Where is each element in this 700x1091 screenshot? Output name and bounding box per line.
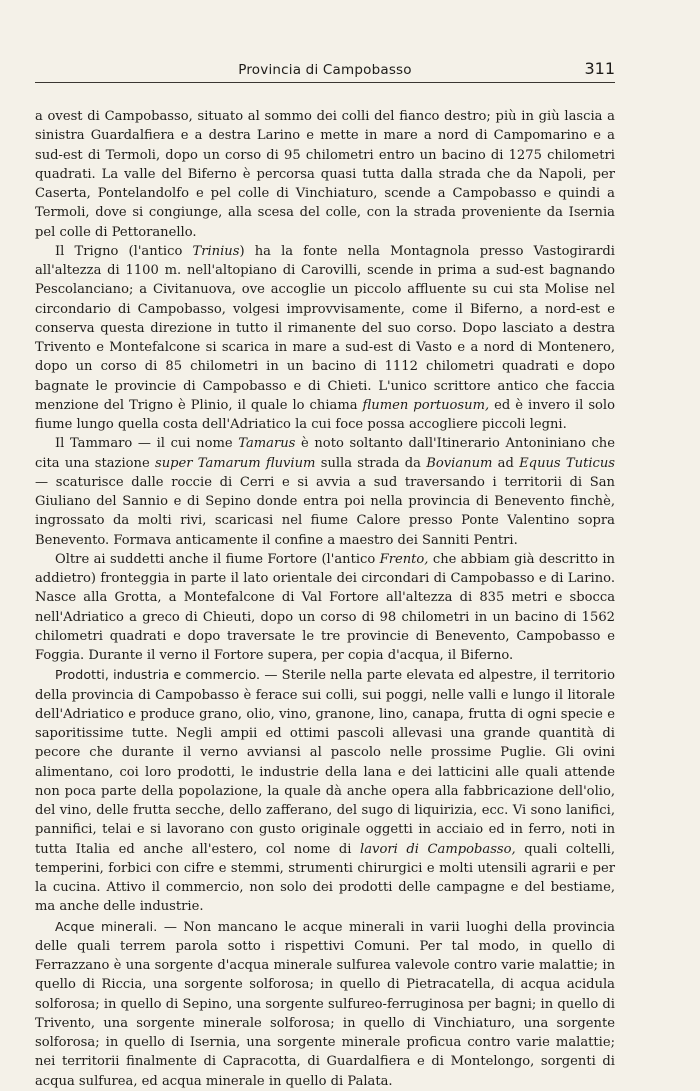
paragraph-tammaro <box>35 434 615 550</box>
running-title: Provincia di Campobasso <box>238 62 412 78</box>
italic-latin-place: Bovianum <box>426 455 493 471</box>
text-run: sulla strada da <box>315 455 427 471</box>
text-run: quali coltelli, temperini, forbici con cifre e stemmi, strumenti chirurgici e molti utensili agrarii e per la cucina. Attivo il commercio, non solo dei prodotti delle campagne e del bestiame, ma anche delle industrie. <box>35 841 615 915</box>
paragraph-biferno-end: a ovest di Campobasso, situato al sommo dei colli del fianco destro; più in giù lascia a sinistra Guardalfiera e a destra Larino e mette in mare a nord di Campomarino e a sud-est di Termoli, dopo un corso di 95 chilometri entro un bacino di 1275 chilometri quadrati. La valle del Biferno è percorsa quasi tutta dalla strada che da Napoli, per Caserta, Pontelandolfo e pel colle di Vinchiaturo, scende a Campobasso e quindi a Termoli, dove si congiunge, alla scesa del colle, con la strada proveniente da Isernia pel colle di Pettoranello. <box>35 109 615 240</box>
italic-latin-place: Equus Tuticus <box>519 455 616 471</box>
paragraph-trigno <box>35 242 615 435</box>
italic-latin-name: Tamarus <box>238 436 296 452</box>
section-heading-acque-minerali: Acque minerali. <box>55 918 158 934</box>
italic-latin-phrase: flumen portuosum, <box>362 397 490 413</box>
text-run: — Non mancano le acque minerali in varii luoghi della provincia delle quali terrem parola sotto i rispettivi Comuni. Per tal modo, in quello di Ferrazzano è una sorgente d'acqua minerale sulfurea valevole contro varie malattie; in quello di Riccia, una sorgente solforosa; in quello di Pietracatella, di acqua acidula solforosa; in quello di Sepino, una sorgente sulfureo-ferruginosa per bagni; in quello di Trivento, una sorgente minerale solforosa; in quello di Vinchiaturo, una sorgente solforosa; in quello di Isernia, una sorgente minerale proficua contro varie malattie; nei territorii finalmente di Capracotta, di Guardalfiera e di Montelongo, sorgenti di acqua sulfurea, ed acqua minerale in quello di Palata. <box>35 919 615 1089</box>
italic-latin-name: Frento, <box>379 551 429 567</box>
text-run: è noto soltanto dall'Itinerario Antoniniano che cita una stazione <box>35 436 615 471</box>
paragraph-acque-minerali <box>35 917 615 1091</box>
text-run: Il Tammaro — il cui nome <box>55 436 239 452</box>
text-run: Il Trigno (l'antico <box>55 243 193 259</box>
text-run: che abbiam già descritto in addietro) fronteggia in parte il lato orientale dei circondari di Campobasso e di Larino. Nasce alla Grotta, a Montefalcone di Val Fortore all'altezza di 835 metri e sbocca nell'Adriatico a greco di Chieuti, dopo un corso di 98 chilometri in un bacino di 1562 chilometri quadrati e dopo traversate le tre provincie di Benevento, Campobasso e Foggia. Durante il verno il Fortore supera, per copia d'acqua, il Biferno. <box>35 551 615 663</box>
running-header <box>35 58 615 83</box>
text-run: — Sterile nella parte elevata ed alpestre, il territorio della provincia di Campobasso è ferace sui colli, sui poggi, nelle valli e lungo il litorale dell'Adriatico e produce grano, olio, vino, granone, lino, canapa, frutta di ogni specie e saporitissime tutte. Negli ampii ed ottimi pascoli allevasi una grande quantità di pecore che durante il verno avviansi al pascolo nelle prossime Puglie. Gli ovini alimentano, coi loro prodotti, le industrie della lana e dei latticini alle quali attende non poca parte della popolazione, la quale dà anche opera alla fabbricazione dell'olio, del vino, delle frutta secche, dello zafferano, del sugo di liquirizia, ecc. Vi sono lanifici, pannifici, telai e si lavorano con gusto originale oggetti in acciaio ed in ferro, noti in tutta Italia ed anche all'estero, col nome di <box>35 668 616 857</box>
text-run: ed è invero il solo fiume lungo quella costa dell'Adriatico la cui foce possa accogliere piccoli legni. <box>35 397 615 432</box>
text-run: — scaturisce dalle roccie di Cerri e si avvia a sud traversando i territorii di San Giuliano del Sannio e di Sepino donde entra poi nella provincia di Benevento finchè, ingrossato da molti rivi, scaricasi nel fiume Calore presso Ponte Valentino sopra Benevento. Formava anticamente il confine a maestro dei Sanniti Pentri. <box>35 474 615 548</box>
text-run: ) ha la fonte nella Montagnola presso Vastogirardi all'altezza di 1100 m. nell'altopiano di Carovilli, scende in prima a sud-est bagnando Pescolanciano; a Civitanuova, ove accoglie un piccolo affluente su cui sta Molise nel circondario di Campobasso, volgesi improvvisamente, come il Biferno, a nord-est e conserva questa direzione in tutto il rimanente del suo corso. Dopo lasciato a destra Trivento e Montefalcone si scarica in mare a sud-est di Vasto e a nord di Montenero, dopo un corso di 85 chilometri in un bacino di 1112 chilometri quadrati e dopo bagnate le provincie di Campobasso e di Chieti. L'unico scrittore antico che faccia menzione del Trigno è Plinio, il quale lo chiama <box>35 243 615 413</box>
paragraph-fortore <box>35 550 615 666</box>
paragraph-prodotti <box>35 665 615 916</box>
text-run: Oltre ai suddetti anche il fiume Fortore (l'antico <box>55 551 380 567</box>
italic-latin-phrase: super Tamarum fluvium <box>154 455 316 471</box>
page-number: 311 <box>584 59 615 78</box>
italic-phrase: lavori di Campobasso, <box>360 841 516 857</box>
section-heading-prodotti: Prodotti, industria e commercio. <box>55 667 261 683</box>
text-run: ad <box>492 455 520 471</box>
body-text <box>35 107 615 1091</box>
italic-latin-name: Trinius <box>192 243 240 259</box>
